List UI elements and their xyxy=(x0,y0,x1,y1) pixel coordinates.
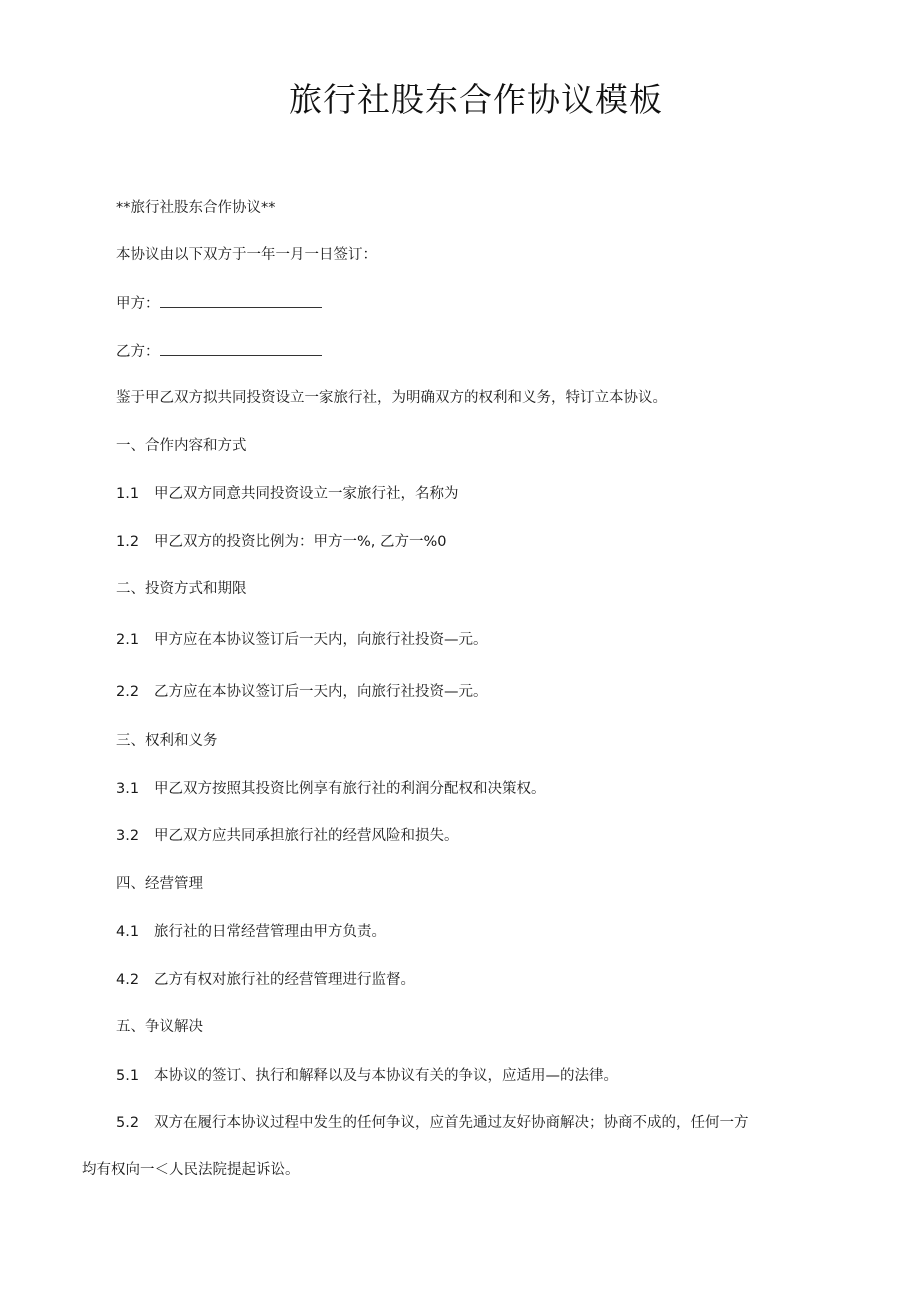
clause xyxy=(116,826,459,846)
clause-number: 5.1 xyxy=(116,1068,140,1084)
clause-number: 1.2 xyxy=(116,534,140,550)
document-title: 旅行社股东合作协议模板 xyxy=(289,80,663,119)
clause xyxy=(116,970,415,990)
clause-text: 旅行社的日常经营管理由甲方负责。 xyxy=(154,924,386,940)
clause-number: 2.1 xyxy=(116,632,140,648)
section-heading: 二、投资方式和期限 xyxy=(116,581,247,597)
clause-text: 甲乙双方的投资比例为：甲方一%, 乙方一%0 xyxy=(154,534,447,550)
clause-text: 甲方应在本协议签订后一天内，向旅行社投资—元。 xyxy=(154,632,488,648)
clause xyxy=(116,630,488,650)
clause-number: 4.2 xyxy=(116,972,140,988)
clause xyxy=(116,779,546,799)
party-b-label: 乙方： xyxy=(116,344,160,360)
clause-number: 3.2 xyxy=(116,828,140,844)
clause-text: 双方在履行本协议过程中发生的任何争议，应首先通过友好协商解决；协商不成的，任何一方 xyxy=(154,1115,749,1131)
clause xyxy=(116,682,488,702)
party-a-label: 甲方： xyxy=(116,296,160,312)
party-b-blank xyxy=(160,341,322,356)
clause-text: 乙方有权对旅行社的经营管理进行监督。 xyxy=(154,972,415,988)
section-heading: 四、经营管理 xyxy=(116,876,203,892)
clause-text: 甲乙双方按照其投资比例享有旅行社的利润分配权和决策权。 xyxy=(154,781,546,797)
clause-text: 本协议的签订、执行和解释以及与本协议有关的争议，应适用—的法律。 xyxy=(154,1068,618,1084)
clause-text: 甲乙双方同意共同投资设立一家旅行社，名称为 xyxy=(154,486,459,502)
clause-number: 5.2 xyxy=(116,1115,140,1131)
clause xyxy=(116,532,447,552)
agreement-intro: 本协议由以下双方于一年一月一日签订： xyxy=(116,247,377,263)
section-heading: 一、合作内容和方式 xyxy=(116,438,247,454)
clause-number: 2.2 xyxy=(116,684,140,700)
clause-number: 3.1 xyxy=(116,781,140,797)
clause xyxy=(116,1113,749,1133)
clause xyxy=(116,922,386,942)
clause-text: 乙方应在本协议签订后一天内，向旅行社投资—元。 xyxy=(154,684,488,700)
party-a-blank xyxy=(160,293,322,308)
preamble: 鉴于甲乙双方拟共同投资设立一家旅行社，为明确双方的权利和义务，特订立本协议。 xyxy=(116,390,667,406)
clause-number: 1.1 xyxy=(116,486,140,502)
party-a-line xyxy=(116,293,322,314)
clause-text: 甲乙双方应共同承担旅行社的经营风险和损失。 xyxy=(154,828,459,844)
section-heading: 五、争议解决 xyxy=(116,1019,203,1035)
clause-number: 4.1 xyxy=(116,924,140,940)
party-b-line xyxy=(116,341,322,362)
clause xyxy=(116,484,459,504)
clause-continuation: 均有权向一＜人民法院提起诉讼。 xyxy=(82,1162,300,1178)
section-heading: 三、权利和义务 xyxy=(116,733,218,749)
agreement-subtitle: **旅行社股东合作协议** xyxy=(116,200,276,216)
clause xyxy=(116,1066,618,1086)
